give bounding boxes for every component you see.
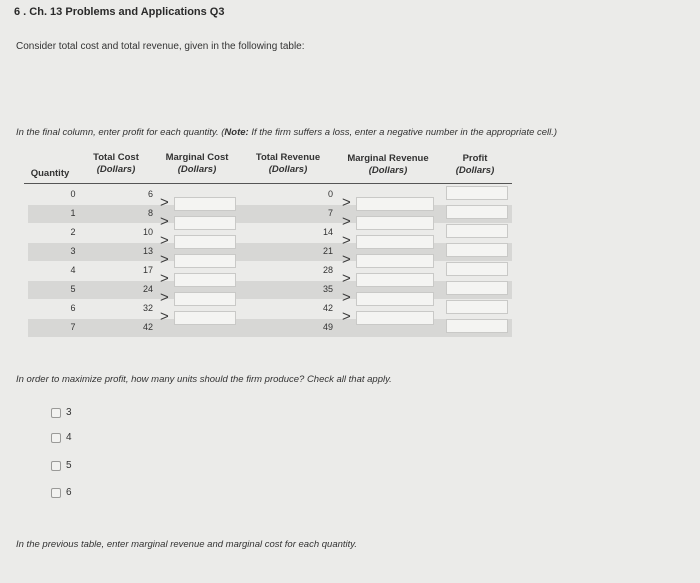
- marginal-cost-input[interactable]: [174, 273, 236, 287]
- header-total-cost: [86, 152, 146, 176]
- option-label: 5: [66, 460, 72, 471]
- total-revenue-cell: 49: [322, 322, 333, 332]
- table-row: [28, 262, 512, 280]
- total-revenue-cell: 42: [322, 303, 333, 313]
- checkbox[interactable]: [51, 433, 61, 443]
- profit-input[interactable]: [446, 262, 508, 276]
- quantity-cell: 4: [70, 265, 76, 275]
- cost-revenue-table: [24, 150, 512, 342]
- marginal-cost-input[interactable]: [174, 311, 236, 325]
- header-total-revenue: [246, 152, 330, 176]
- option-4[interactable]: [51, 432, 72, 443]
- total-revenue-cell: 14: [322, 227, 333, 237]
- checkbox[interactable]: [51, 488, 61, 498]
- option-3[interactable]: [51, 407, 72, 418]
- total-revenue-cell: 21: [322, 246, 333, 256]
- arrow-icon: >: [160, 194, 169, 211]
- profit-input[interactable]: [446, 281, 508, 295]
- arrow-icon: >: [342, 251, 351, 268]
- header-marginal-cost-label: Marginal Cost: [165, 152, 229, 163]
- arrow-icon: >: [342, 194, 351, 211]
- header-marginal-cost-unit: (Dollars): [177, 164, 217, 175]
- header-marginal-revenue: [338, 153, 438, 177]
- profit-input[interactable]: [446, 319, 508, 333]
- checkbox[interactable]: [51, 461, 61, 471]
- total-revenue-cell: 0: [327, 189, 333, 199]
- option-6[interactable]: [51, 487, 72, 498]
- header-total-cost-label: Total Cost: [93, 152, 139, 163]
- header-total-cost-unit: (Dollars): [96, 164, 136, 175]
- question-text: In order to maximize profit, how many units should the firm produce? Check all that apply.: [16, 374, 392, 385]
- table-row: [28, 281, 512, 299]
- option-5[interactable]: [51, 460, 72, 471]
- arrow-icon: >: [160, 289, 169, 306]
- marginal-cost-input[interactable]: [174, 197, 236, 211]
- arrow-icon: >: [160, 270, 169, 287]
- table-row: [28, 319, 512, 337]
- instruction-text: [16, 127, 557, 138]
- header-total-revenue-unit: (Dollars): [268, 164, 308, 175]
- arrow-icon: >: [342, 289, 351, 306]
- marginal-revenue-input[interactable]: [356, 292, 434, 306]
- profit-input[interactable]: [446, 186, 508, 200]
- total-cost-cell: 42: [142, 322, 153, 332]
- total-cost-cell: 17: [142, 265, 153, 275]
- profit-input[interactable]: [446, 205, 508, 219]
- arrow-icon: >: [342, 270, 351, 287]
- arrow-icon: >: [342, 232, 351, 249]
- quantity-cell: 6: [70, 303, 76, 313]
- table-row: [28, 205, 512, 223]
- arrow-icon: >: [160, 251, 169, 268]
- profit-input[interactable]: [446, 243, 508, 257]
- quantity-cell: 1: [70, 208, 76, 218]
- total-cost-cell: 10: [142, 227, 153, 237]
- header-quantity: Quantity: [30, 168, 70, 179]
- arrow-icon: >: [160, 232, 169, 249]
- total-revenue-cell: 7: [327, 208, 333, 218]
- marginal-cost-input[interactable]: [174, 292, 236, 306]
- header-marginal-revenue-unit: (Dollars): [368, 165, 408, 176]
- quantity-cell: 5: [70, 284, 76, 294]
- quantity-cell: 7: [70, 322, 76, 332]
- intro-text: Consider total cost and total revenue, given in the following table:: [16, 41, 305, 52]
- instruction-note: Note:: [224, 127, 249, 138]
- total-cost-cell: 6: [147, 189, 153, 199]
- quantity-cell: 0: [70, 189, 76, 199]
- marginal-cost-input[interactable]: [174, 254, 236, 268]
- instruction-suffix: If the firm suffers a loss, enter a negative number in the appropriate cell.): [248, 127, 558, 138]
- footer-instruction: In the previous table, enter marginal revenue and marginal cost for each quantity.: [16, 539, 357, 550]
- table-row: [28, 224, 512, 242]
- marginal-revenue-input[interactable]: [356, 235, 434, 249]
- option-label: 6: [66, 487, 72, 498]
- header-profit-unit: (Dollars): [455, 165, 495, 176]
- marginal-cost-input[interactable]: [174, 216, 236, 230]
- table-row: [28, 300, 512, 318]
- checkbox[interactable]: [51, 408, 61, 418]
- table-row: [28, 186, 512, 204]
- table-row: [28, 243, 512, 261]
- arrow-icon: >: [342, 308, 351, 325]
- quantity-cell: 2: [70, 227, 76, 237]
- marginal-revenue-input[interactable]: [356, 311, 434, 325]
- header-divider: [24, 183, 512, 184]
- marginal-revenue-input[interactable]: [356, 273, 434, 287]
- marginal-revenue-input[interactable]: [356, 197, 434, 211]
- total-cost-cell: 13: [142, 246, 153, 256]
- header-marginal-revenue-label: Marginal Revenue: [347, 153, 429, 164]
- header-marginal-cost: [158, 152, 236, 176]
- marginal-revenue-input[interactable]: [356, 254, 434, 268]
- profit-input[interactable]: [446, 224, 508, 238]
- marginal-revenue-input[interactable]: [356, 216, 434, 230]
- total-revenue-cell: 35: [322, 284, 333, 294]
- total-revenue-cell: 28: [322, 265, 333, 275]
- header-total-revenue-label: Total Revenue: [255, 152, 321, 163]
- page-title: 6 . Ch. 13 Problems and Applications Q3: [14, 6, 225, 18]
- option-label: 3: [66, 407, 72, 418]
- quantity-cell: 3: [70, 246, 76, 256]
- arrow-icon: >: [160, 213, 169, 230]
- total-cost-cell: 8: [147, 208, 153, 218]
- profit-input[interactable]: [446, 300, 508, 314]
- option-label: 4: [66, 432, 72, 443]
- total-cost-cell: 24: [142, 284, 153, 294]
- instruction-prefix: In the final column, enter profit for each quantity. (: [16, 127, 225, 138]
- total-cost-cell: 32: [142, 303, 153, 313]
- arrow-icon: >: [342, 213, 351, 230]
- marginal-cost-input[interactable]: [174, 235, 236, 249]
- arrow-icon: >: [160, 308, 169, 325]
- header-profit: [446, 153, 504, 177]
- header-profit-label: Profit: [462, 153, 488, 164]
